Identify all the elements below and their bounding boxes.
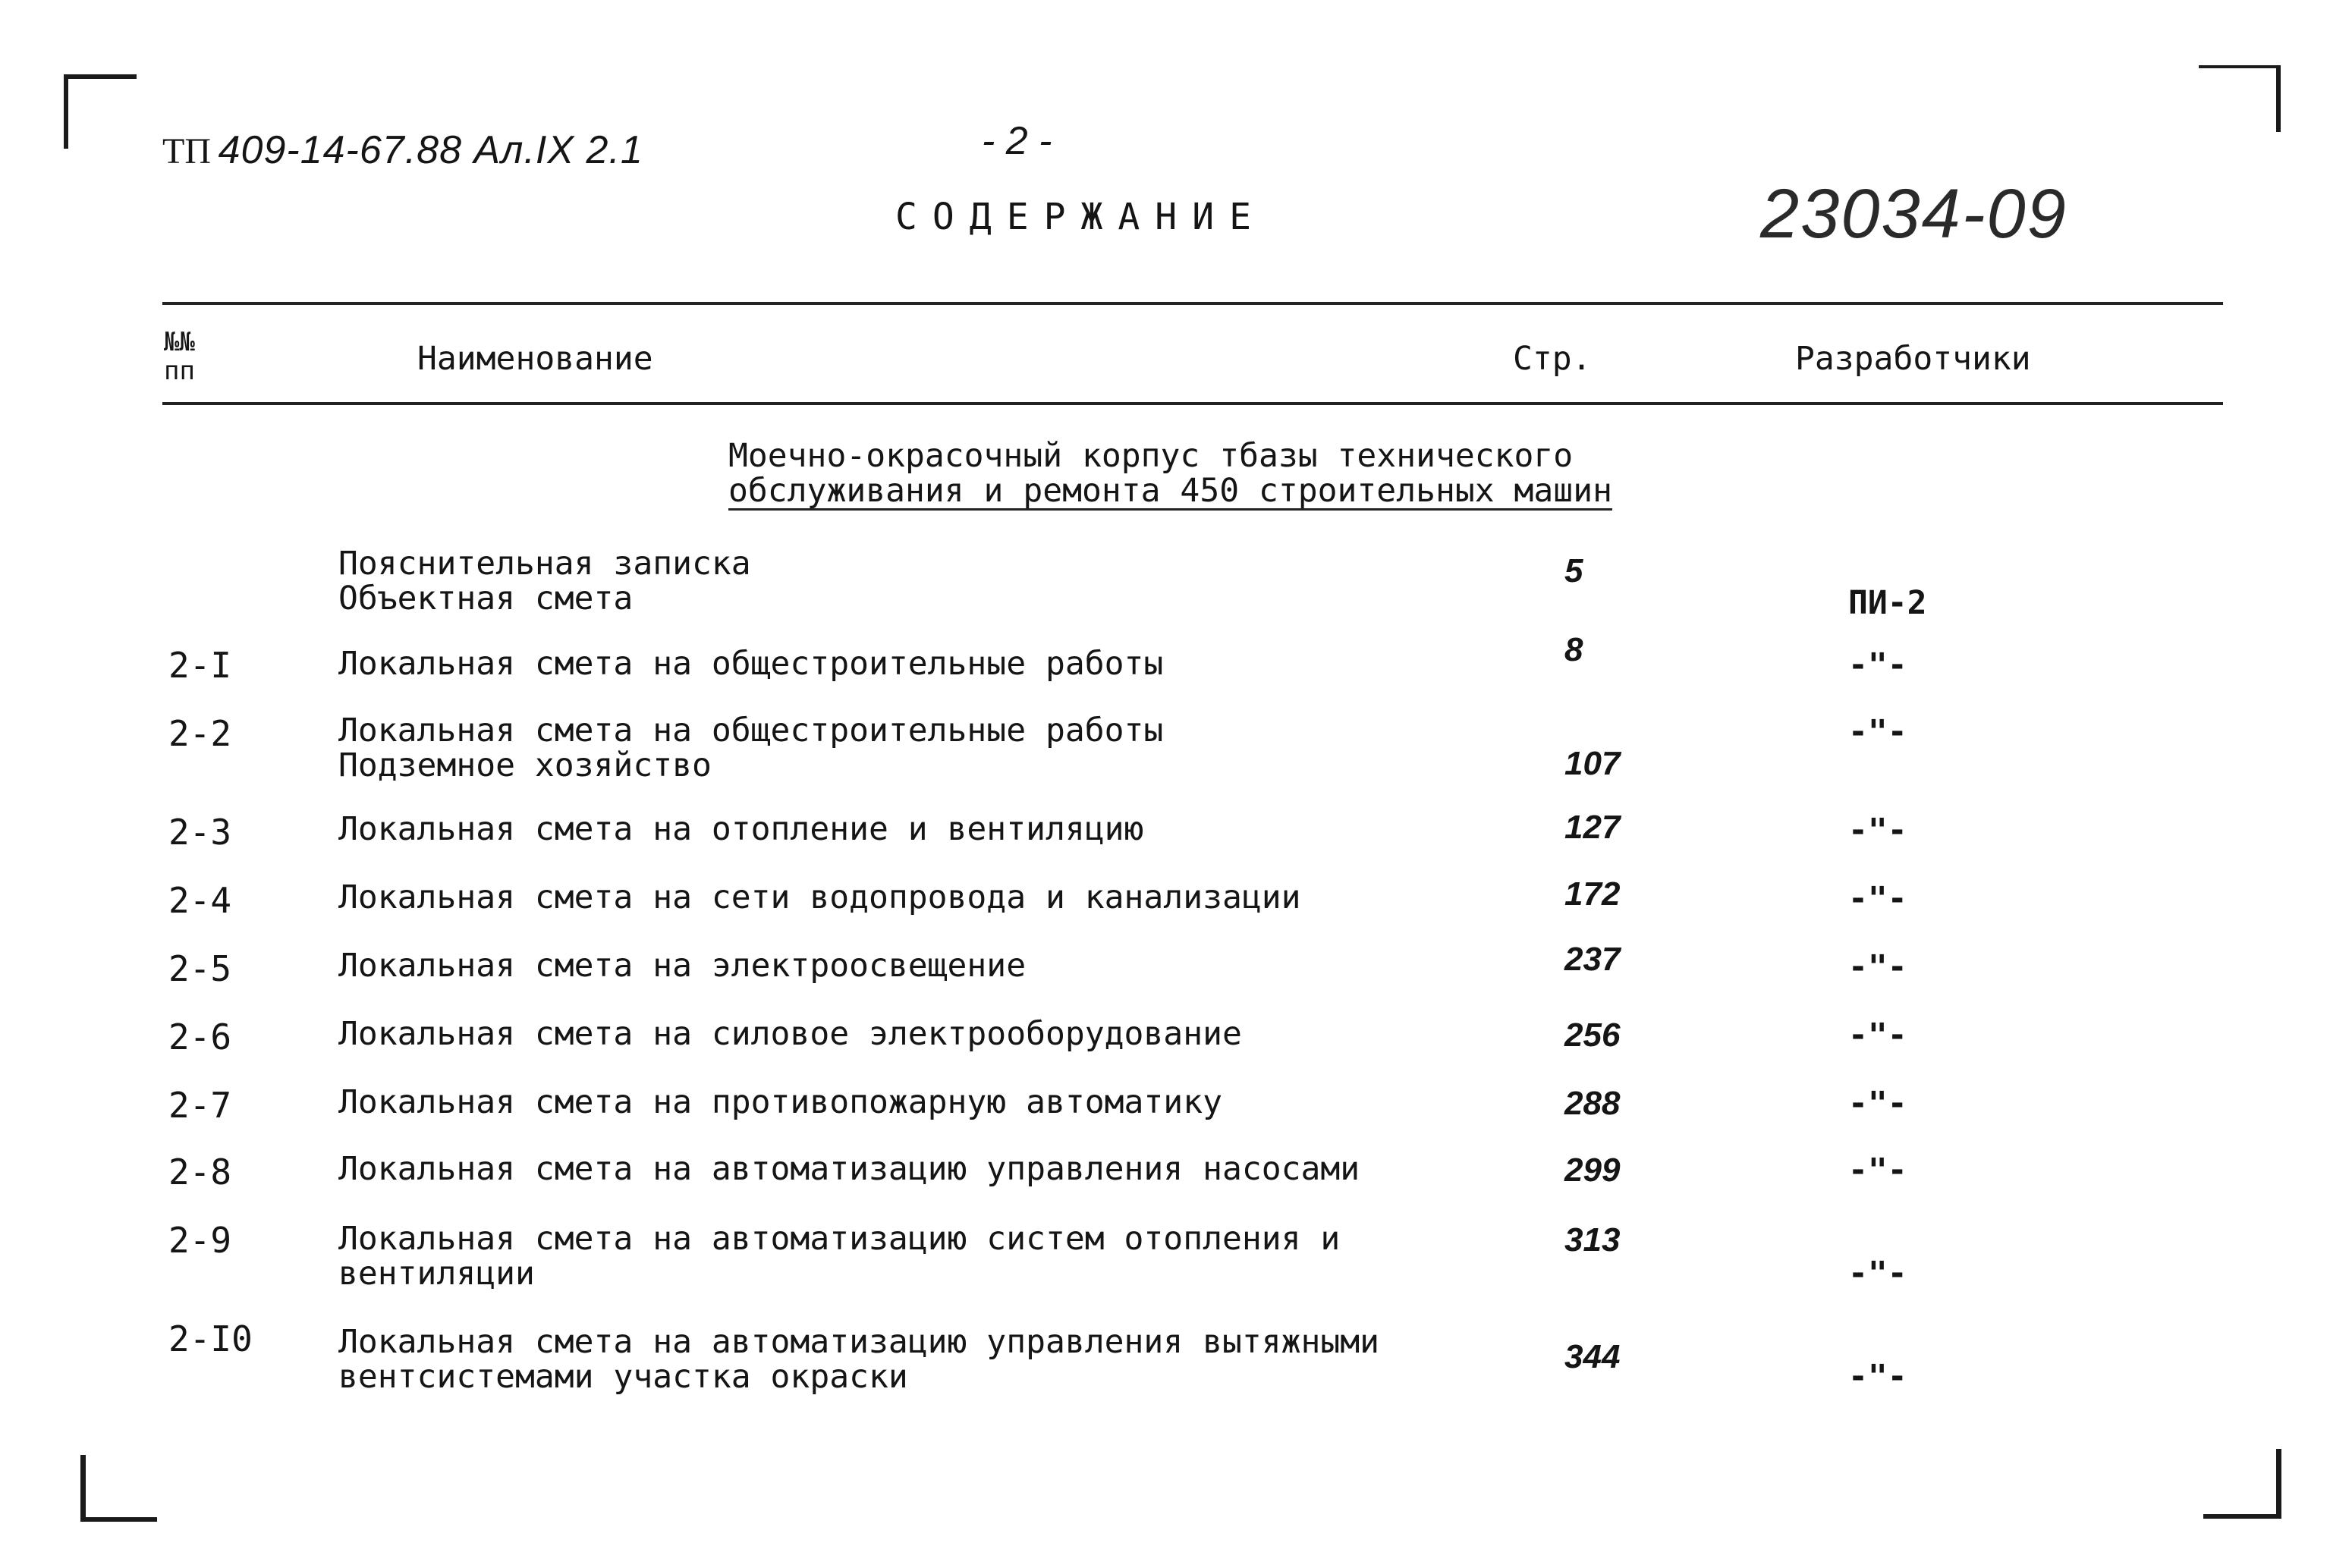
- column-header-developers: Разработчики: [1795, 340, 2031, 378]
- row-name: Локальная смета на силовое электрооборудование: [338, 1015, 1242, 1053]
- row-developer: -"-: [1848, 646, 1907, 684]
- row-developer: -"-: [1848, 1255, 1907, 1293]
- row-name: Локальная смета на автоматизацию систем отопления и вентиляции: [338, 1220, 1341, 1293]
- row-developer: -"-: [1848, 812, 1907, 850]
- row-number: 2-8: [168, 1152, 232, 1192]
- row-name: Локальная смета на автоматизацию управления насосами: [338, 1150, 1360, 1188]
- row-developer: -"-: [1848, 1017, 1907, 1054]
- corner-mark-bottom-left: [80, 1455, 157, 1522]
- row-name: Локальная смета на общестроительные работы Подземное хозяйство: [338, 712, 1164, 784]
- row-developer: ПИ-2: [1848, 584, 1927, 622]
- row-number: 2-9: [168, 1220, 232, 1261]
- row-page: 172: [1564, 875, 1621, 913]
- document-code-handwritten: 409-14-67.88 Ал.IX 2.1: [218, 128, 643, 172]
- column-header-page: Стр.: [1513, 340, 1592, 378]
- row-page: 5: [1564, 552, 1583, 589]
- column-header-number-text: №№ пп: [164, 327, 195, 386]
- document-code: [162, 127, 643, 173]
- row-developer: -"-: [1848, 1358, 1907, 1396]
- row-number: 2-3: [168, 812, 232, 853]
- column-header-number: [164, 328, 195, 385]
- document-code-prefix: ТП: [162, 131, 211, 171]
- row-developer: -"-: [1848, 880, 1907, 918]
- section-title: [728, 438, 1612, 511]
- page-number: - 2 -: [982, 119, 1052, 163]
- row-page: 256: [1564, 1017, 1621, 1054]
- row-name: Объектная смета: [338, 580, 634, 617]
- corner-mark-top-right: [2199, 65, 2281, 132]
- row-page: 288: [1564, 1085, 1621, 1122]
- section-title-line2: обслуживания и ремонта 450 строительных машин: [728, 472, 1612, 510]
- row-number: 2-7: [168, 1085, 232, 1126]
- row-name: Пояснительная записка: [338, 545, 751, 583]
- table-top-rule: [162, 302, 2223, 305]
- row-page: 127: [1564, 809, 1621, 846]
- row-number: 2-4: [168, 880, 232, 921]
- row-number: 2-5: [168, 948, 232, 989]
- row-page: 237: [1564, 941, 1621, 978]
- row-number: 2-I0: [168, 1318, 253, 1359]
- row-page: 313: [1564, 1221, 1621, 1258]
- row-name: Локальная смета на общестроительные работы: [338, 645, 1164, 683]
- row-developer: -"-: [1848, 713, 1907, 751]
- row-number: 2-2: [168, 713, 232, 754]
- row-page: 299: [1564, 1152, 1621, 1189]
- corner-mark-top-left: [64, 74, 137, 149]
- row-page: 107: [1564, 745, 1621, 782]
- table-header-rule: [162, 402, 2223, 405]
- row-developer: -"-: [1848, 948, 1907, 986]
- row-developer: -"-: [1848, 1152, 1907, 1189]
- row-number: 2-I: [168, 645, 232, 686]
- row-name: Локальная смета на сети водопровода и канализации: [338, 878, 1301, 916]
- row-page: 344: [1564, 1338, 1621, 1375]
- row-name: Локальная смета на отопление и вентиляцию: [338, 810, 1144, 848]
- column-header-name: Наименование: [417, 340, 653, 378]
- page-title: СОДЕРЖАНИЕ: [895, 196, 1266, 238]
- row-page: 8: [1564, 631, 1583, 668]
- corner-mark-bottom-right: [2203, 1449, 2281, 1519]
- row-name: Локальная смета на электроосвещение: [338, 947, 1027, 985]
- row-number: 2-6: [168, 1017, 232, 1057]
- archive-number: 23034-09: [1760, 175, 2067, 253]
- row-name: Локальная смета на противопожарную автоматику: [338, 1083, 1222, 1121]
- row-name: Локальная смета на автоматизацию управления вытяжными вентсистемами участка окраски: [338, 1323, 1380, 1396]
- row-developer: -"-: [1848, 1085, 1907, 1123]
- section-title-line1: Моечно-окрасочный корпус тбазы технического: [728, 437, 1574, 475]
